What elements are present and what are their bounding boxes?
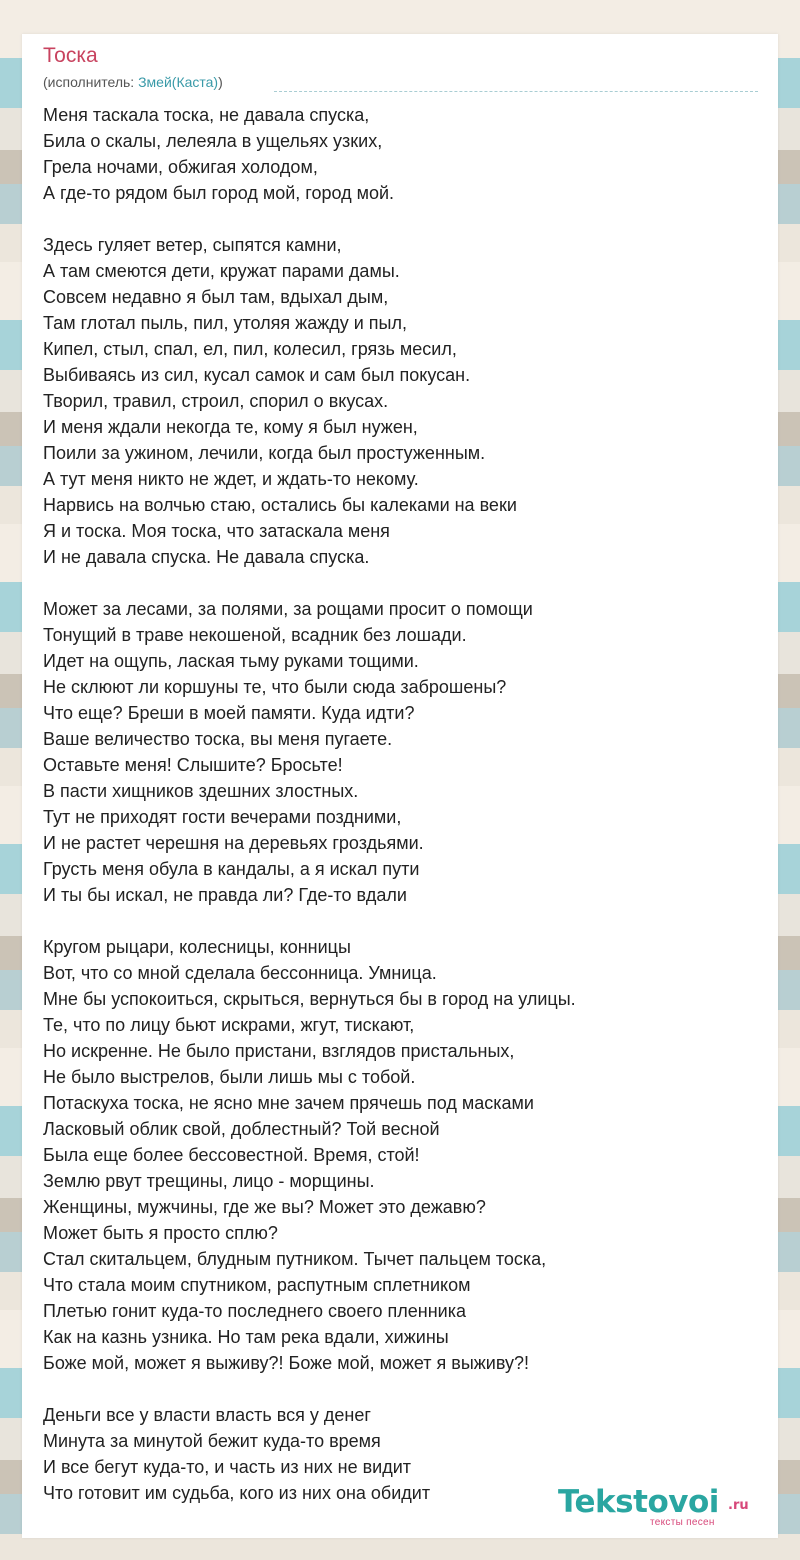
lyric-line: Идет на ощупь, лаская тьму руками тощими. [43, 651, 419, 671]
logo-subtitle: тексты песен [650, 1517, 715, 1528]
lyric-line: Ласковый облик свой, доблестный? Той весной [43, 1119, 440, 1139]
lyric-line: Женщины, мужчины, где же вы? Может это дежавю? [43, 1197, 486, 1217]
lyric-line: Была еще более бессовестной. Время, стой! [43, 1145, 420, 1165]
lyric-line: Не склюют ли коршуны те, что были сюда заброшены? [43, 677, 507, 697]
logo-wordmark: Tekstovoi [558, 1484, 719, 1520]
lyric-line: Тонущий в траве некошеной, всадник без лошади. [43, 625, 467, 645]
lyric-line: Тут не приходят гости вечерами поздними, [43, 807, 402, 827]
lyric-line: И ты бы искал, не правда ли? Где-то вдали [43, 885, 407, 905]
lyric-line: И меня ждали некогда те, кому я был нужен, [43, 417, 418, 437]
lyric-line: Выбиваясь из сил, кусал самок и сам был покусан. [43, 365, 471, 385]
lyric-line: Деньги все у власти власть вся у денег [43, 1405, 371, 1425]
lyric-line: Не было выстрелов, были лишь мы с тобой. [43, 1067, 416, 1087]
lyric-line: И все бегут куда-то, и часть из них не видит [43, 1457, 412, 1477]
lyrics-card [22, 34, 778, 1538]
lyric-line: А тут меня никто не ждет, и ждать-то некому. [43, 469, 419, 489]
lyric-line: Что еще? Бреши в моей памяти. Куда идти? [43, 703, 415, 723]
lyric-line: В пасти хищников здешних злостных. [43, 781, 359, 801]
lyric-line: Меня таскала тоска, не давала спуска, [43, 105, 370, 125]
lyric-line: И не давала спуска. Не давала спуска. [43, 547, 370, 567]
lyric-line: Творил, травил, строил, спорил о вкусах. [43, 391, 389, 411]
artist-suffix: ) [218, 74, 223, 90]
lyric-line: Боже мой, может я выживу?! Боже мой, может я выживу?! [43, 1353, 530, 1373]
lyric-line: Кругом рыцари, колесницы, конницы [43, 937, 351, 957]
lyric-line: Что стала моим спутником, распутным сплетником [43, 1275, 471, 1295]
lyrics-stanza [43, 232, 763, 570]
artist-line [43, 73, 223, 91]
artist-prefix: (исполнитель: [43, 74, 139, 90]
lyric-line: Грусть меня обула в кандалы, а я искал пути [43, 859, 420, 879]
lyric-line: Мне бы успокоиться, скрыться, вернуться бы в город на улицы. [43, 989, 576, 1009]
lyric-line: Минута за минутой бежит куда-то время [43, 1431, 381, 1451]
lyric-line: Вот, что со мной сделала бессонница. Умница. [43, 963, 437, 983]
title-divider [274, 91, 758, 92]
lyric-line: Может за лесами, за полями, за рощами просит о помощи [43, 599, 533, 619]
lyrics-stanza [43, 596, 763, 908]
lyric-line: Те, что по лицу бьют искрами, жгут, тискают, [43, 1015, 415, 1035]
lyric-line: Оставьте меня! Слышите? Бросьте! [43, 755, 343, 775]
lyrics-stanza [43, 934, 763, 1376]
artist-link[interactable]: Змей(Каста) [138, 74, 219, 90]
lyrics-body [43, 102, 763, 1532]
lyric-line: Поили за ужином, лечили, когда был простуженным. [43, 443, 486, 463]
lyric-line: Здесь гуляет ветер, сыпятся камни, [43, 235, 342, 255]
lyric-line: Что готовит им судьба, кого из них она обидит [43, 1483, 431, 1503]
lyric-line: Землю рвут трещины, лицо - морщины. [43, 1171, 375, 1191]
lyric-line: Кипел, стыл, спал, ел, пил, колесил, грязь месил, [43, 339, 457, 359]
lyric-line: Я и тоска. Моя тоска, что затаскала меня [43, 521, 390, 541]
lyric-line: Как на казнь узника. Но там река вдали, хижины [43, 1327, 449, 1347]
lyric-line: А где-то рядом был город мой, город мой. [43, 183, 395, 203]
lyric-line: Ваше величество тоска, вы меня пугаете. [43, 729, 393, 749]
lyric-line: Грела ночами, обжигая холодом, [43, 157, 318, 177]
lyric-line: Плетью гонит куда-то последнего своего пленника [43, 1301, 466, 1321]
site-logo[interactable] [558, 1484, 768, 1530]
song-title: Тоска [43, 44, 98, 67]
lyric-line: Там глотал пыль, пил, утоляя жажду и пыл, [43, 313, 407, 333]
lyric-line: И не растет черешня на деревьях гроздьями. [43, 833, 424, 853]
lyric-line: Нарвись на волчью стаю, остались бы калеками на веки [43, 495, 517, 515]
lyric-line: Но искренне. Не было пристани, взглядов пристальных, [43, 1041, 515, 1061]
lyric-line: Потаскуха тоска, не ясно мне зачем прячешь под масками [43, 1093, 534, 1113]
lyric-line: Совсем недавно я был там, вдыхал дым, [43, 287, 389, 307]
lyric-line: Била о скалы, лелеяла в ущельях узких, [43, 131, 383, 151]
lyric-line: Стал скитальцем, блудным путником. Тычет пальцем тоска, [43, 1249, 547, 1269]
logo-tld: .ru [728, 1498, 749, 1513]
lyric-line: А там смеются дети, кружат парами дамы. [43, 261, 400, 281]
lyrics-stanza [43, 102, 763, 206]
lyric-line: Может быть я просто сплю? [43, 1223, 278, 1243]
